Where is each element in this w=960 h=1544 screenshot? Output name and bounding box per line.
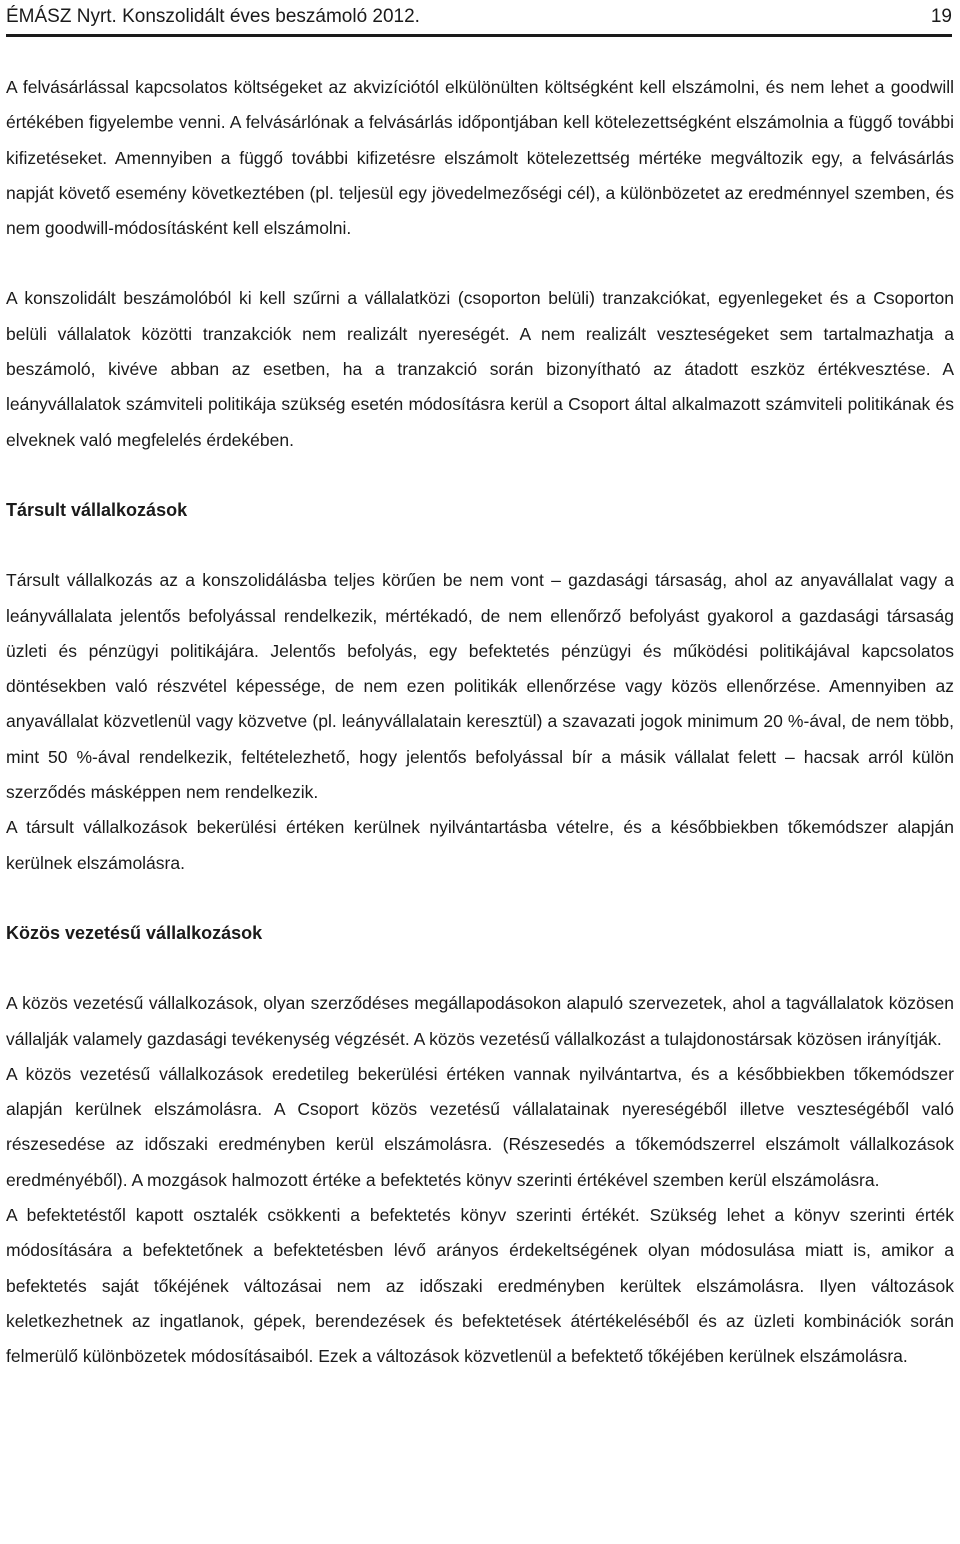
paragraph-associates-equity-method: A társult vállalkozások bekerülési értéken kerülnek nyilvántartásba vételre, és a későbbiekben tőkemódszer alapján kerülnek elszámolásra. <box>6 817 954 873</box>
heading-joint-ventures: Közös vezetésű vállalkozások <box>6 922 263 943</box>
paragraph-joint-ventures-equity-method: A közös vezetésű vállalkozások eredetileg bekerülési értéken vannak nyilvántartva, és a későbbiekben tőkemódszer alapján kerülnek elszámolásra. A Csoport közös vezetésű vállalatainak nyereségéből illetve veszteségéből való részesedése az időszaki eredményben kerül elszámolásra. (Részesedés a tőkemódszerrel elszámolt vállalkozások eredményéből). A mozgások halmozott értéke a befektetés könyv szerinti értékével szemben kerül elszámolásra. <box>6 1063 954 1190</box>
paragraph-associates-definition: Társult vállalkozás az a konszolidálásba teljes körűen be nem vont – gazdasági társaság, ahol az anyavállalat vagy a leányvállalata jelentős befolyással rendelkezik, mértékadó, de nem ellenőrző befolyást gyakorol a gazdasági társaság üzleti és pénzügyi politikájára. Jelentős befolyás, egy befektetés pénzügyi és működési politikájával kapcsolatos döntésekben való részvétel képessége, de nem ezen politikák ellenőrzése vagy közös ellenőrzése. Amennyiben az anyavállalat közvetlenül vagy közvetve (pl. leányvállalatain keresztül) a szavazati jogok minimum 20 %-ával, de nem több, mint 50 %-ával rendelkezik, feltételezhető, hogy jelentős befolyással bír a másik vállalat felett – hacsak arról külön szerződés másképpen nem rendelkezik. <box>6 570 954 803</box>
heading-associates: Társult vállalkozások <box>6 499 188 520</box>
header-title: ÉMÁSZ Nyrt. Konszolidált éves beszámoló 2012. <box>6 6 420 27</box>
page-header <box>6 4 952 37</box>
paragraph-joint-ventures-definition: A közös vezetésű vállalkozások, olyan szerződéses megállapodásokon alapuló szervezetek, ahol a tagvállalatok közösen vállalják valamely gazdasági tevékenység végzését. A közös vezetésű vállalkozást a tulajdonostársak közösen irányítják. <box>6 993 954 1049</box>
paragraph-acquisition-costs: A felvásárlással kapcsolatos költségeket az akvizíciótól elkülönülten költségként kell elszámolni, és nem lehet a goodwill értékében figyelembe venni. A felvásárlónak a felvásárlás időpontjában kell kötelezettségként elszámolnia a függő további kifizetéseket. Amennyiben a függő további kifizetésre elszámolt kötelezettség mértéke megváltozik egy, a felvásárlás napját követő esemény következtében (pl. teljesül egy jövedelmezőségi cél), a különbözetet az eredménnyel szemben, és nem goodwill-módosításként kell elszámolni. <box>6 77 954 239</box>
paragraph-dividends: A befektetéstől kapott osztalék csökkenti a befektetés könyv szerinti értékét. Szükség lehet a könyv szerinti érték módosítására a befektetőnek a befektetésben lévő arányos érdekeltségének olyan módosulása miatt is, amikor a befektetés saját tőkéjének változásai nem az időszaki eredményben kerültek elszámolásra. Ilyen változások keletkezhetnek az ingatlanok, gépek, berendezések és befektetések átértékeléséből és az üzleti kombinációk során felmerülő különbözetek módosításaiból. Ezek a változások közvetlenül a befektető tőkéjében kerülnek elszámolásra. <box>6 1205 954 1367</box>
document-body <box>6 70 954 1375</box>
page-number: 19 <box>930 6 952 27</box>
paragraph-intragroup-transactions: A konszolidált beszámolóból ki kell szűrni a vállalatközi (csoporton belüli) tranzakciókat, egyenlegeket és a Csoporton belüli vállalatok közötti tranzakciók nem realizált nyereségét. A nem realizált veszteségeket sem tartalmazhatja a beszámoló, kivéve abban az esetben, ha a tranzakció során bizonyítható az átadott eszköz értékvesztése. A leányvállalatok számviteli politikája szükség esetén módosításra kerül a Csoport által alkalmazott számviteli politikának és elveknek való megfelelés érdekében. <box>6 288 954 450</box>
